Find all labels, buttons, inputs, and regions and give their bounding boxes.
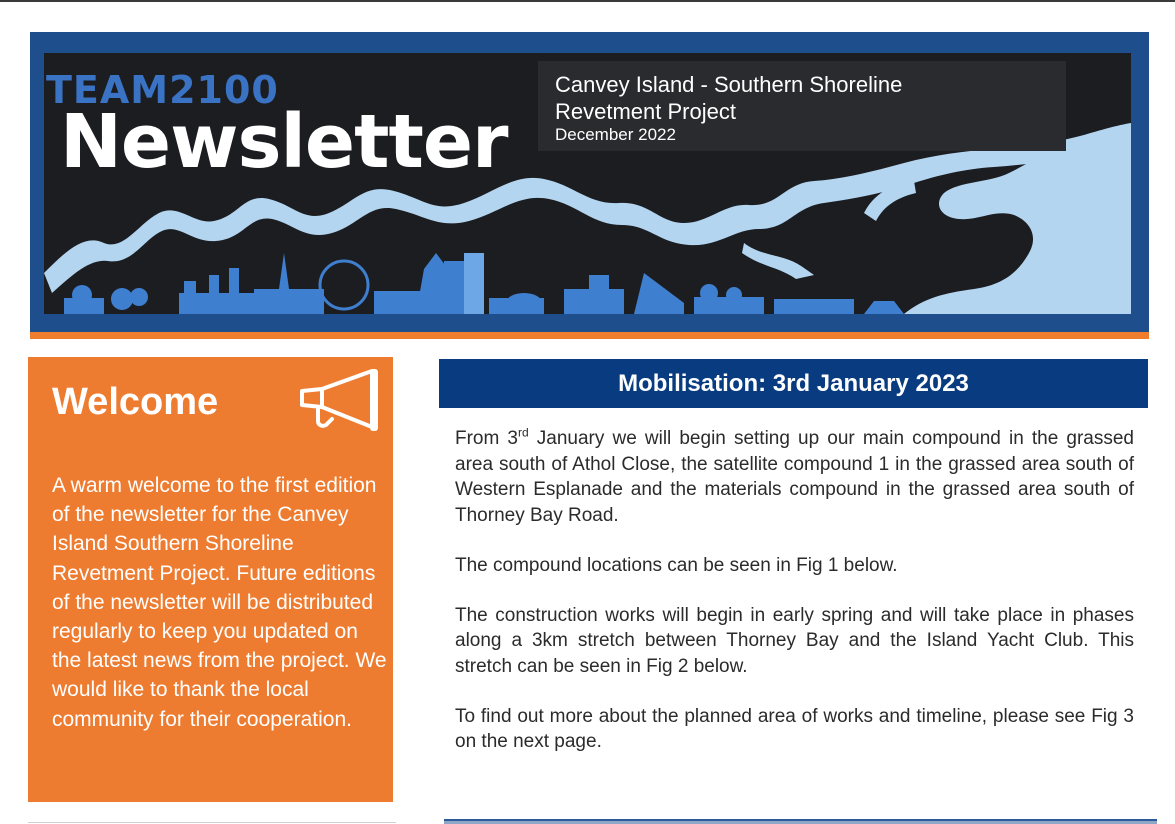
top-rule xyxy=(0,0,1175,2)
issue-date: December 2022 xyxy=(555,125,676,144)
mobilisation-article xyxy=(455,426,1134,779)
newsletter-title: Newsletter xyxy=(60,99,508,185)
article-paragraph-4: To find out more about the planned area of works and timeline, please see Fig 3 on the next page. xyxy=(455,705,1134,752)
paragraph-1-text: January we will begin setting up our main compound in the grassed area south of Athol Close, the satellite compound 1 in the grassed area south of Western Esplanade and the materials compound in the grassed area south of Thorney Bay Road. xyxy=(455,428,1134,526)
megaphone-icon xyxy=(298,367,380,435)
figure-preview-strip xyxy=(444,819,1157,824)
welcome-text: A warm welcome to the first edition of the newsletter for the Canvey Island Southern Shoreline Revetment Project. Future editions of the newsletter will be distributed regularly to keep you updated on the latest news from the project. We would like to thank the local community for their cooperation. xyxy=(52,474,387,731)
project-info-box xyxy=(538,61,1066,151)
article-paragraph-1 xyxy=(455,426,1134,528)
article-paragraph-3: The construction works will begin in early spring and will take place in phases along a 3km stretch between Thorney Bay and the Island Yacht Club. This stretch can be seen in Fig 2 below. xyxy=(455,604,1134,677)
project-title: Canvey Island - Southern Shoreline Revetment Project xyxy=(555,72,903,124)
brand-wordmark: TEAM2100 xyxy=(46,68,279,112)
welcome-panel xyxy=(28,357,393,802)
banner-orange-stripe xyxy=(30,332,1149,339)
ordinal-suffix: rd xyxy=(518,425,529,440)
article-paragraph-2: The compound locations can be seen in Fig 1 below. xyxy=(455,554,898,576)
paragraph-1-lead: From 3 xyxy=(455,428,518,449)
welcome-heading: Welcome xyxy=(52,381,219,423)
newsletter-banner xyxy=(30,32,1149,334)
mobilisation-heading-bar xyxy=(439,359,1148,408)
column-rule xyxy=(28,822,396,823)
mobilisation-heading: Mobilisation: 3rd January 2023 xyxy=(618,370,969,397)
banner-artwork xyxy=(44,53,1131,314)
